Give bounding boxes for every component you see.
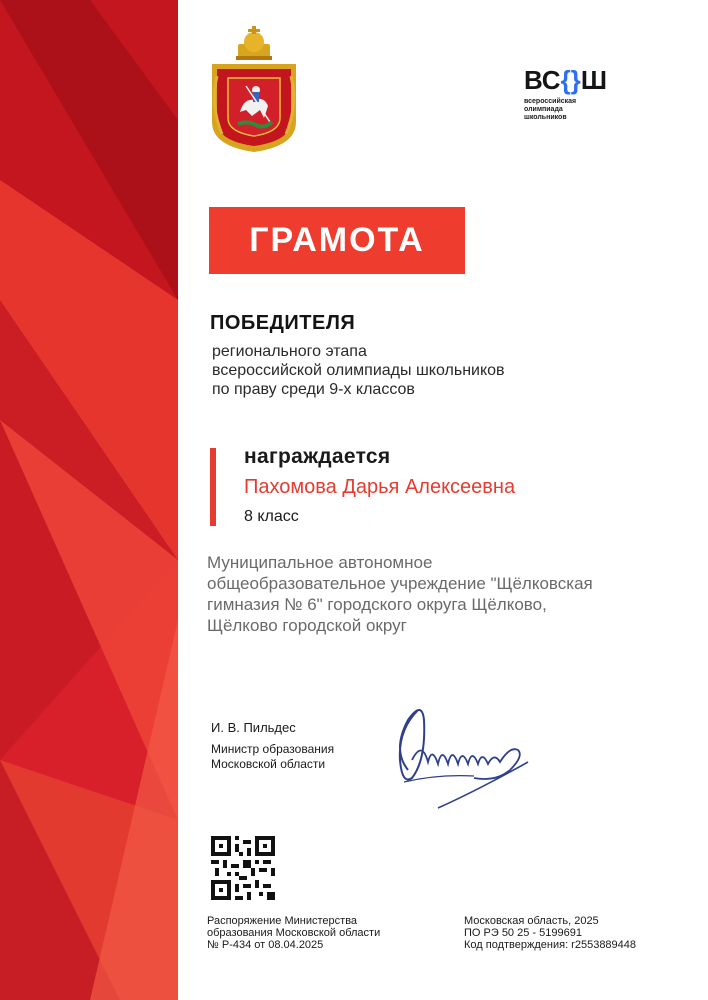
- school-line: гимназия № 6" городского округа Щёлково,: [207, 595, 547, 614]
- footer-line: Код подтверждения: r2553889448: [464, 939, 637, 951]
- awarded-label: награждается: [244, 445, 391, 468]
- footer-line: ПО РЭ 50 25 - 5199691: [464, 927, 582, 939]
- signer-name: И. В. Пильдес: [211, 720, 296, 735]
- certificate-title-banner: [209, 207, 465, 274]
- qr-code-icon: [211, 836, 275, 900]
- handwritten-signature-icon: [378, 690, 538, 815]
- footer-line: Московская область, 2025: [464, 915, 599, 927]
- decorative-red-band: [0, 0, 178, 1000]
- footer-order-reference: [207, 915, 380, 951]
- footer-line: Распоряжение Министерства: [207, 915, 358, 927]
- moscow-oblast-coat-of-arms-icon: [208, 26, 300, 152]
- recipient-grade: 8 класс: [244, 508, 299, 525]
- school-line: общеобразовательное учреждение "Щёлковская: [207, 574, 593, 593]
- description-line: регионального этапа: [212, 343, 367, 360]
- red-band-graphic: [0, 0, 178, 1000]
- signer-title: [211, 742, 334, 772]
- signer-title-line: Московской области: [211, 757, 326, 771]
- vsosh-logo-subtitle: всероссийская олимпиада школьников: [524, 98, 577, 121]
- school-name: [207, 552, 677, 636]
- description-line: всероссийской олимпиады школьников: [212, 362, 505, 379]
- footer-line: образования Московской области: [207, 927, 381, 939]
- school-line: Щёлково городской округ: [207, 616, 407, 635]
- school-line: Муниципальное автономное: [207, 553, 433, 572]
- award-accent-bar: [210, 448, 216, 526]
- competition-description: [212, 342, 632, 399]
- vsosh-logo: [524, 66, 644, 122]
- certificate-title: ГРАМОТА: [249, 221, 425, 259]
- vsosh-logo-mark: ВС{}Ш: [524, 65, 607, 95]
- signer-title-line: Министр образования: [211, 742, 335, 756]
- footer-line: № Р-434 от 08.04.2025: [207, 939, 324, 951]
- footer-verification: [464, 915, 636, 951]
- recipient-name: Пахомова Дарья Алексеевна: [244, 476, 516, 498]
- winner-heading: ПОБЕДИТЕЛЯ: [210, 312, 356, 334]
- description-line: по праву среди 9-х классов: [212, 381, 415, 398]
